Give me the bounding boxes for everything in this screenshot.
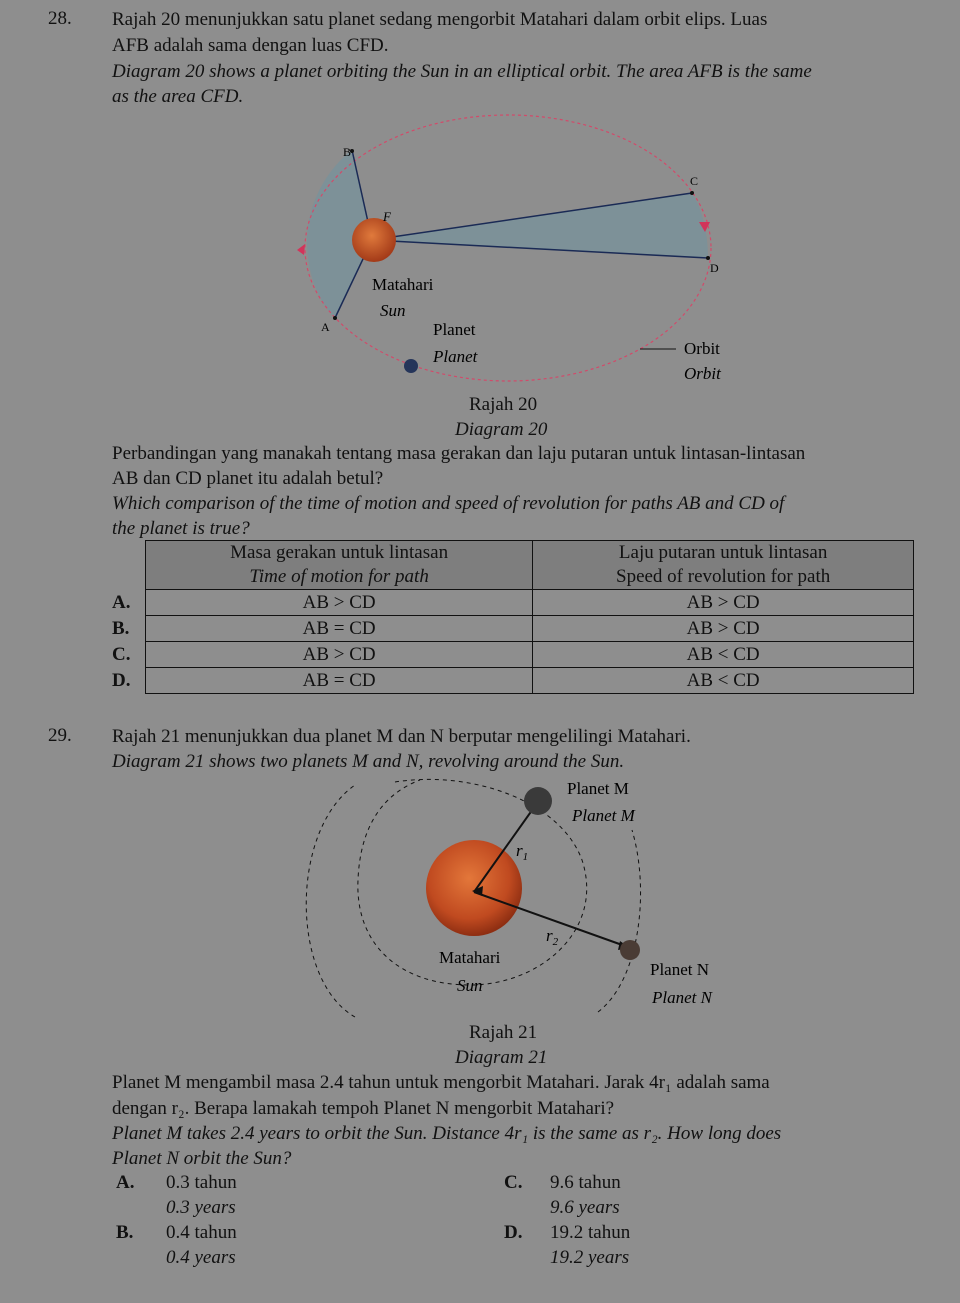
label-b: B [343, 145, 352, 159]
planet-m-icon [524, 787, 552, 815]
time-cell: AB = CD [146, 616, 533, 642]
diagram-21 [0, 770, 960, 1020]
table-header-speed-ms: Laju putaran untuk lintasan [533, 541, 914, 566]
label-planet-n-en: Planet N [652, 988, 712, 1007]
speed-cell: AB < CD [533, 642, 914, 668]
q28-question-en-line2: the planet is true? [112, 518, 250, 539]
time-cell: AB > CD [146, 642, 533, 668]
point-a-dot [333, 316, 337, 320]
option-row-d[interactable] [112, 668, 914, 694]
time-cell: AB = CD [146, 668, 533, 694]
q29-question-en-line2: Planet N orbit the Sun? [112, 1148, 292, 1169]
label-planet-n-ms: Planet N [650, 960, 710, 979]
label-planet-en: Planet [433, 347, 478, 366]
diagram-21-caption-ms: Rajah 21 [469, 1022, 538, 1043]
label-sun-en: Sun [380, 301, 406, 320]
option-a[interactable] [116, 1170, 237, 1220]
option-text-en: 0.3 years [166, 1197, 236, 1218]
sun-icon [426, 840, 522, 936]
q29-intro-en: Diagram 21 shows two planets M and N, revolving around the Sun. [112, 751, 625, 772]
question-28-number: 28. [48, 8, 72, 29]
option-label: B. [112, 617, 130, 639]
label-planet-m-ms: Planet M [567, 779, 629, 798]
speed-cell: AB > CD [533, 590, 914, 616]
q28-intro-en-line1: Diagram 20 shows a planet orbiting the Sun in an elliptical orbit. The area AFB is the same [112, 61, 812, 82]
planet-n-icon [620, 940, 640, 960]
option-label: D. [504, 1222, 523, 1243]
label-planet-m-en: Planet M [572, 806, 635, 825]
table-header-time-en: Time of motion for path [146, 565, 533, 590]
option-row-c[interactable] [112, 642, 914, 668]
diagram-20-caption-en: Diagram 20 [455, 419, 548, 440]
point-d-dot [706, 256, 710, 260]
option-d[interactable] [504, 1220, 630, 1270]
option-text-ms: 9.6 tahun [550, 1172, 621, 1193]
option-label: C. [112, 643, 131, 665]
option-row-b[interactable] [112, 616, 914, 642]
table-header-speed-en: Speed of revolution for path [533, 565, 914, 590]
option-text-en: 9.6 years [550, 1197, 620, 1218]
label-sun-ms: Matahari [372, 275, 434, 294]
label-orbit-ms: Orbit [684, 339, 720, 358]
option-text-ms: 19.2 tahun [550, 1222, 631, 1243]
label-sun-en: Sun [457, 976, 483, 995]
q28-question-ms-line2: AB dan CD planet itu adalah betul? [112, 468, 384, 489]
option-text-ms: 0.4 tahun [166, 1222, 237, 1243]
time-cell: AB > CD [146, 590, 533, 616]
option-label: C. [504, 1172, 523, 1193]
speed-cell: AB < CD [533, 668, 914, 694]
q28-question-ms-line1: Perbandingan yang manakah tentang masa gerakan dan laju putaran untuk lintasan-lintasan [112, 443, 806, 464]
label-sun-ms: Matahari [439, 948, 501, 967]
orbit-n-right [598, 830, 641, 1012]
label-a: A [321, 320, 330, 334]
option-label: A. [112, 591, 131, 613]
table-header-time-ms: Masa gerakan untuk lintasan [146, 541, 533, 566]
label-orbit-en: Orbit [684, 364, 721, 383]
option-c[interactable] [504, 1170, 621, 1220]
diagram-20-caption-ms: Rajah 20 [469, 394, 538, 415]
option-label: D. [112, 669, 131, 691]
label-r1: $r_1$ [516, 841, 529, 863]
orbit-n [306, 785, 355, 1017]
planet-icon [404, 359, 418, 373]
q28-intro-ms-line2: AFB adalah sama dengan luas CFD. [112, 35, 389, 56]
q28-options-table [112, 540, 914, 694]
q29-question-ms-line1: Planet M mengambil masa 2.4 tahun untuk mengorbit Matahari. Jarak 4r₁ adalah sama [112, 1072, 770, 1093]
sun-icon [352, 218, 396, 262]
option-row-a[interactable] [112, 590, 914, 616]
option-b[interactable] [116, 1220, 237, 1270]
point-c-dot [690, 191, 694, 195]
question-29-number: 29. [48, 725, 72, 746]
label-planet-ms: Planet [433, 320, 476, 339]
option-text-en: 19.2 years [550, 1247, 630, 1268]
option-text-en: 0.4 years [166, 1247, 236, 1268]
q29-question-en-line1: Planet M takes 2.4 years to orbit the Sun. Distance 4r₁ is the same as r₂. How long does [112, 1123, 782, 1144]
q29-question-ms-line2: dengan r₂. Berapa lamakah tempoh Planet N mengorbit Matahari? [112, 1098, 615, 1119]
direction-arrow-icon [297, 244, 305, 255]
q28-intro-ms-line1: Rajah 20 menunjukkan satu planet sedang mengorbit Matahari dalam orbit elips. Luas [112, 9, 768, 30]
option-text-ms: 0.3 tahun [166, 1172, 237, 1193]
speed-cell: AB > CD [533, 616, 914, 642]
label-c: C [690, 174, 699, 188]
label-r2: $r_2$ [546, 926, 559, 948]
diagram-21-caption-en: Diagram 21 [455, 1047, 548, 1068]
q28-question-en-line1: Which comparison of the time of motion and speed of revolution for paths AB and CD of [112, 493, 785, 514]
label-d: D [710, 261, 719, 275]
option-label: A. [116, 1172, 135, 1193]
diagram-20 [0, 0, 960, 445]
label-f: F [383, 209, 391, 224]
q29-intro-ms: Rajah 21 menunjukkan dua planet M dan N berputar mengelilingi Matahari. [112, 726, 691, 747]
option-label: B. [116, 1222, 134, 1243]
q28-intro-en-line2: as the area CFD. [112, 86, 244, 107]
